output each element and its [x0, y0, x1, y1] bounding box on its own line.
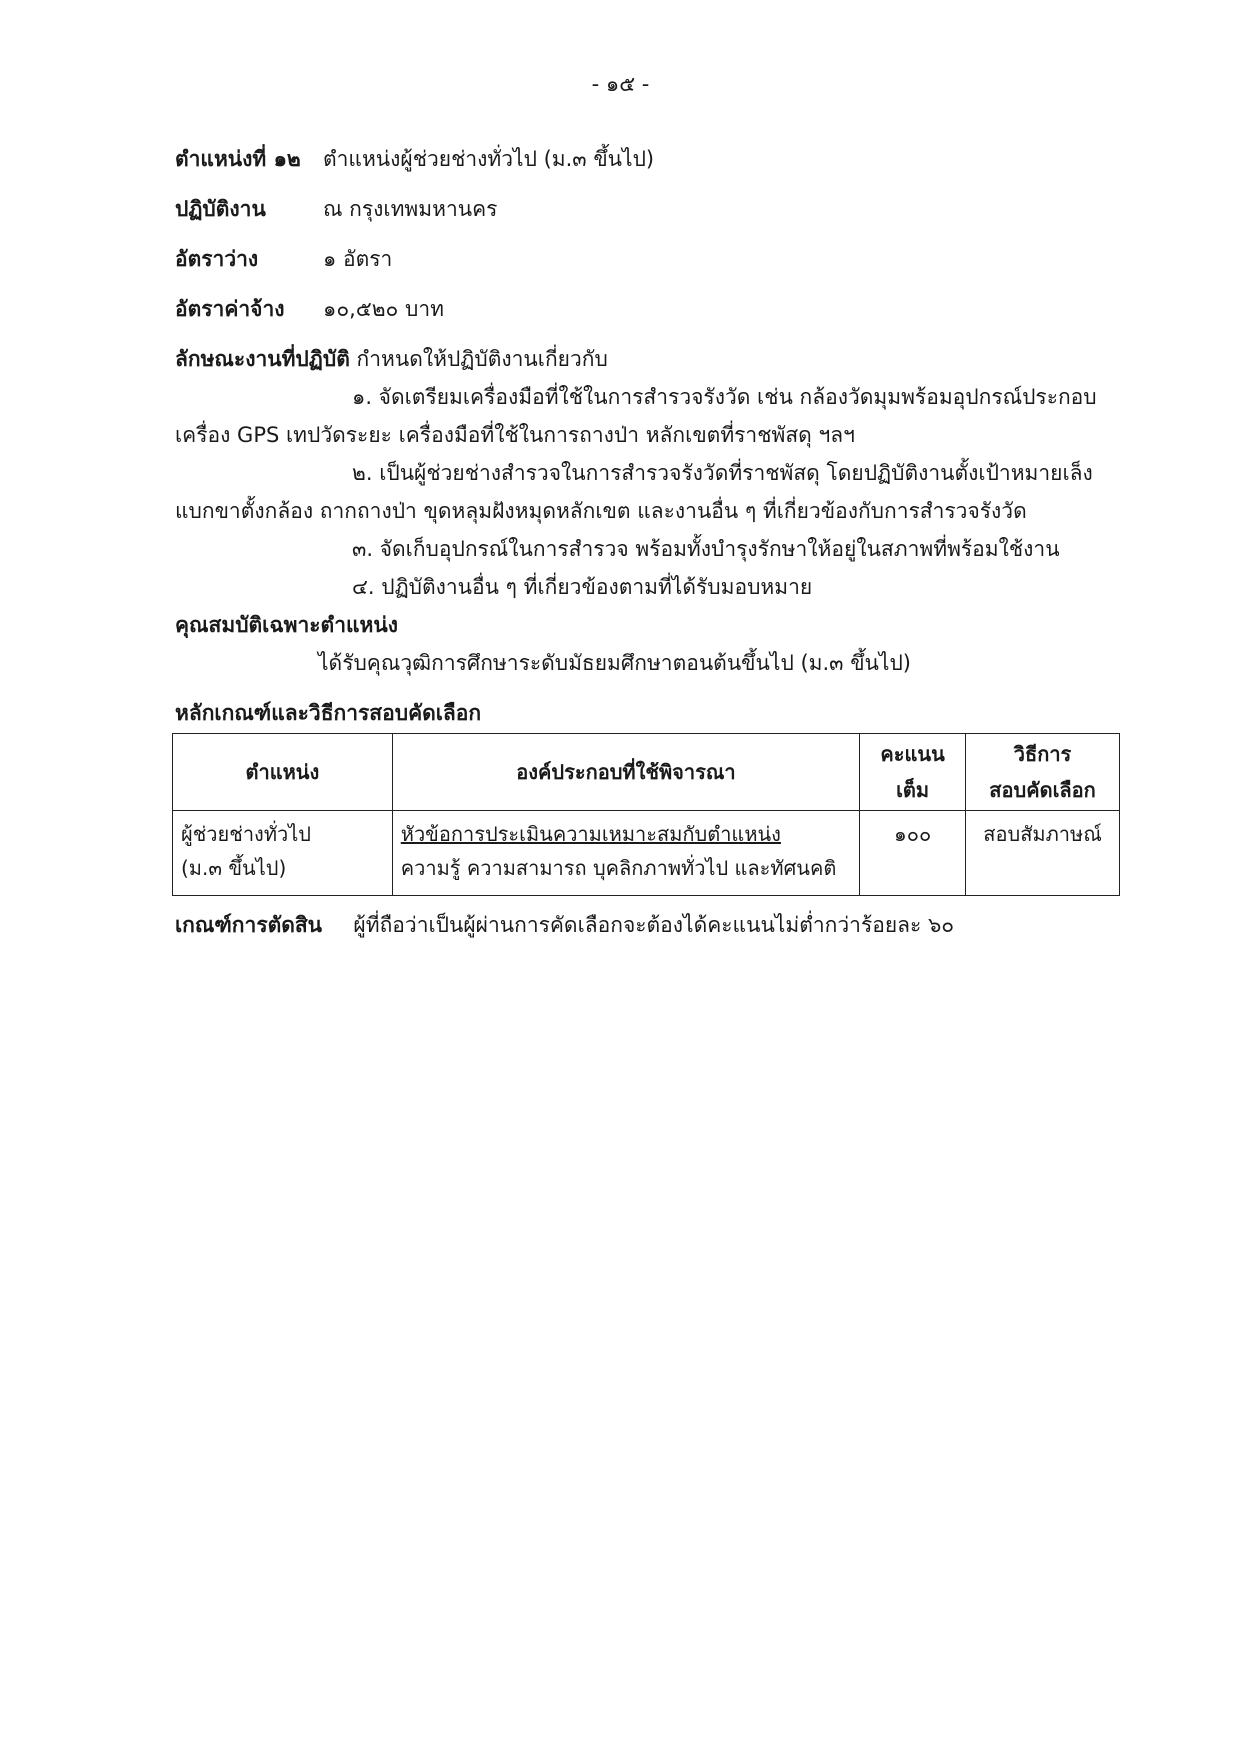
duty-line: ๑. จัดเตรียมเครื่องมือที่ใช้ในการสำรวจรังวัด เช่น กล้องวัดมุมพร้อมอุปกรณ์ประกอบ [352, 385, 1097, 409]
selection-heading: หลักเกณฑ์และวิธีการสอบคัดเลือก [175, 701, 482, 725]
vacancies-label: อัตราว่าง [175, 247, 259, 271]
header-method [966, 734, 1120, 811]
table-header-row [173, 734, 1120, 811]
duty-line: เครื่อง GPS เทปวัดระยะ เครื่องมือที่ใช้ในการถางป่า หลักเขตที่ราชพัสดุ ฯลฯ [175, 423, 855, 447]
salary-value: ๑๐,๕๒๐ บาท [323, 297, 445, 321]
decision-text: ผู้ที่ถือว่าเป็นผู้ผ่านการคัดเลือกจะต้องได้คะแนนไม่ต่ำกว่าร้อยละ ๖๐ [353, 913, 955, 937]
duty-line: ๓. จัดเก็บอุปกรณ์ในการสำรวจ พร้อมทั้งบำรุงรักษาให้อยู่ในสภาพที่พร้อมใช้งาน [352, 537, 1060, 561]
cell-method: สอบสัมภาษณ์ [966, 811, 1120, 896]
header-score-line2: เต็ม [896, 778, 930, 802]
header-score [860, 734, 966, 811]
decision-row [175, 908, 954, 942]
position-label: ตำแหน่งที่ ๑๒ [175, 147, 301, 171]
cell-components [392, 811, 859, 896]
duty-line: ๒. เป็นผู้ช่วยช่างสำรวจในการสำรวจรังวัดที่ราชพัสดุ โดยปฏิบัติงานตั้งเป้าหมายเล็ง [352, 461, 1093, 485]
duties-intro: กำหนดให้ปฏิบัติงานเกี่ยวกับ [356, 347, 608, 371]
qualifications-text: ได้รับคุณวุฒิการศึกษาระดับมัธยมศึกษาตอนต้นขึ้นไป (ม.๓ ขึ้นไป) [318, 651, 911, 675]
table-row [173, 811, 1120, 896]
header-components: องค์ประกอบที่ใช้พิจารณา [392, 734, 859, 811]
position-value: ตำแหน่งผู้ช่วยช่างทั่วไป (ม.๓ ขึ้นไป) [323, 147, 655, 171]
salary-label: อัตราค่าจ้าง [175, 297, 285, 321]
duty-line: ๔. ปฏิบัติงานอื่น ๆ ที่เกี่ยวข้องตามที่ได้รับมอบหมาย [352, 575, 813, 599]
page-number: - ๑๕ - [591, 72, 650, 96]
cell-position [173, 811, 393, 896]
header-score-line1: คะแนน [880, 742, 945, 766]
cell-score: ๑๐๐ [860, 811, 966, 896]
component-title: หัวข้อการประเมินความเหมาะสมกับตำแหน่ง [400, 822, 781, 846]
duty-line: แบกขาตั้งกล้อง ถากถางป่า ขุดหลุมฝังหมุดหลักเขต และงานอื่น ๆ ที่เกี่ยวข้องกับการสำรวจรังวัด [175, 499, 1027, 523]
duties-heading-row [175, 342, 608, 376]
qualifications-heading: คุณสมบัติเฉพาะตำแหน่ง [175, 613, 398, 637]
component-detail: ความรู้ ความสามารถ บุคลิกภาพทั่วไป และทัศนคติ [400, 856, 837, 880]
duties-heading: ลักษณะงานที่ปฏิบัติ [175, 347, 350, 371]
cell-position-line2: (ม.๓ ขึ้นไป) [181, 856, 287, 880]
workplace-value: ณ กรุงเทพมหานคร [323, 197, 498, 221]
selection-criteria-table [172, 733, 1120, 896]
vacancies-value: ๑ อัตรา [323, 247, 393, 271]
header-method-line2: สอบคัดเลือก [989, 778, 1096, 802]
header-position: ตำแหน่ง [173, 734, 393, 811]
workplace-label: ปฏิบัติงาน [175, 197, 266, 221]
decision-label: เกณฑ์การตัดสิน [175, 913, 323, 937]
header-method-line1: วิธีการ [1013, 742, 1072, 766]
cell-position-line1: ผู้ช่วยช่างทั่วไป [181, 822, 311, 846]
